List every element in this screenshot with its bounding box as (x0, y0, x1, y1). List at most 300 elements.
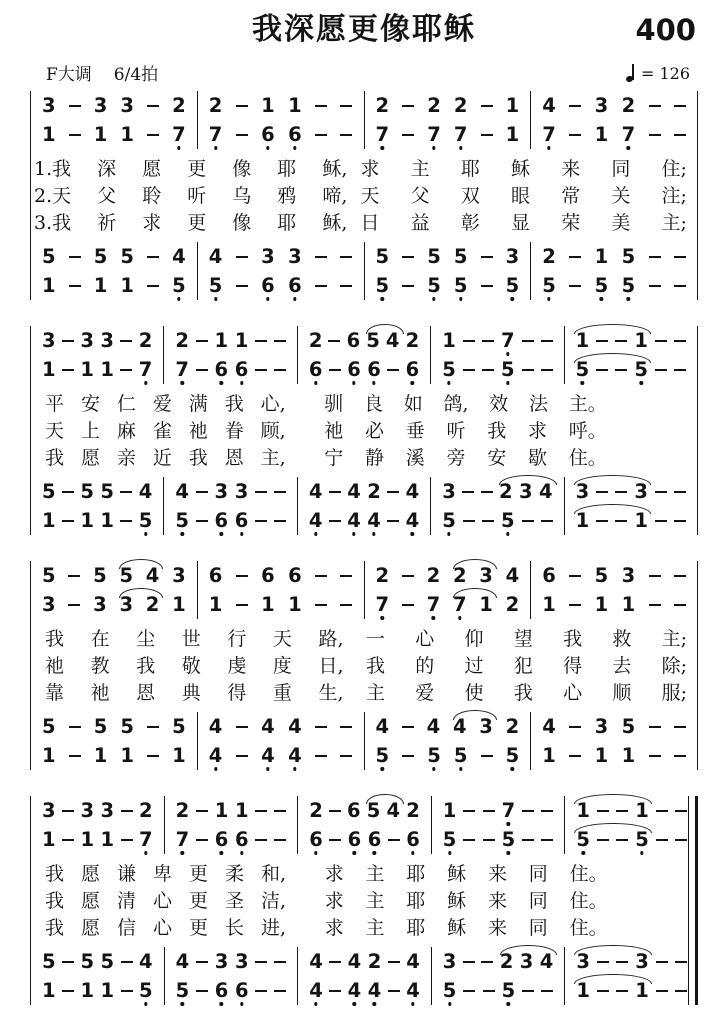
duration-dash (481, 285, 493, 288)
note-digit: 6 (208, 563, 223, 587)
note-digit: 3 (479, 714, 493, 738)
duration-dash (120, 340, 132, 343)
note-digit: 1 (100, 978, 115, 1002)
lyric-syllable: 祂 (324, 420, 344, 442)
duration-dash (120, 491, 132, 494)
lyric-syllable: 近 (152, 447, 172, 469)
lyric-syllable: 同 (528, 890, 548, 912)
lyric-syllable: 亲 (116, 447, 136, 469)
note-digit: 4 (505, 563, 520, 587)
lyric-syllable: 静 (365, 447, 385, 469)
lyric-line (45, 443, 687, 470)
lyric-syllable: 旁 (446, 447, 466, 469)
note-digit: 6 (234, 508, 249, 532)
time-signature: 6/4拍 (113, 65, 159, 85)
duration-dash (522, 520, 534, 523)
lyric-syllable: 主 (365, 890, 385, 912)
measure (565, 947, 698, 976)
measure (365, 561, 532, 590)
lyric-syllable: 谦 (117, 863, 137, 885)
duration-dash (596, 491, 608, 494)
lyric-line (45, 678, 687, 705)
note-digit: 2 (208, 93, 223, 117)
lyric-phrase-2 (366, 651, 687, 678)
lyric-line (45, 416, 687, 443)
lyric-syllable: 美 (611, 212, 631, 234)
lyric-syllable: 祈 (97, 212, 117, 234)
measure (165, 796, 299, 825)
lyric-phrase-2 (361, 154, 688, 181)
lyric-phrase-1 (45, 624, 344, 651)
duration-dash (315, 256, 327, 259)
note-digit: 5 (594, 273, 609, 297)
notation-system-2 (30, 326, 698, 535)
note-digit: 1 (172, 743, 186, 767)
duration-dash (541, 520, 553, 523)
note-digit: 2 (405, 328, 420, 352)
measure (31, 712, 198, 741)
duration-dash (463, 990, 475, 993)
duration-dash (569, 256, 581, 259)
note-digit: 5 (634, 357, 648, 381)
measure (565, 796, 698, 825)
lyric-syllable: 服; (661, 682, 687, 704)
duration-dash (328, 340, 340, 343)
final-double-barline (688, 796, 698, 1005)
note-digit: 6 (288, 273, 302, 297)
lyric-syllable: 路, (318, 628, 344, 650)
duration-dash (315, 726, 327, 729)
duration-dash (402, 134, 414, 137)
lyric-phrase-1 (34, 181, 347, 208)
lyric-phrase-2 (324, 443, 606, 470)
lyric-syllable: 望 (513, 628, 533, 650)
note-digit: 7 (172, 122, 186, 146)
note-digit: 6 (214, 978, 229, 1002)
lyric-syllable: 更 (187, 212, 207, 234)
note-digit: 4 (139, 949, 153, 973)
duration-dash (315, 134, 327, 137)
note-digit: 1 (634, 508, 648, 532)
soprano-line (31, 796, 698, 825)
lyric-syllable: 进, (261, 917, 287, 939)
duration-dash (541, 839, 553, 842)
note-digit: 2 (499, 479, 513, 503)
lyric-syllable: 同 (528, 863, 548, 885)
lyric-syllable: 祂 (90, 682, 110, 704)
lyric-syllable: 我 (45, 628, 65, 650)
note-digit: 7 (621, 122, 636, 146)
lyric-syllable: 得 (227, 682, 247, 704)
duration-dash (68, 604, 80, 607)
duration-dash (615, 491, 627, 494)
note-digit: 1 (442, 798, 457, 822)
note-digit: 3 (634, 479, 648, 503)
lyric-syllable: 圣 (225, 890, 245, 912)
lyric-syllable: 更 (187, 158, 207, 180)
duration-dash (274, 491, 286, 494)
note-digit: 4 (175, 479, 189, 503)
note-digit: 1 (479, 592, 493, 616)
duration-dash (340, 256, 352, 259)
duration-dash (656, 810, 668, 813)
duration-dash (463, 520, 475, 523)
duration-dash (596, 520, 608, 523)
lyric-syllable: 日, (318, 655, 344, 677)
measure (31, 796, 165, 825)
measure (365, 242, 532, 271)
lyric-phrase-1 (45, 913, 286, 940)
note-digit: 7 (501, 798, 516, 822)
duration-dash (340, 134, 352, 137)
lyric-syllable: 关 (611, 185, 631, 207)
duration-dash (340, 755, 352, 758)
duration-dash (147, 726, 159, 729)
duration-dash (387, 369, 399, 372)
lyric-syllable: 主。 (568, 393, 607, 415)
note-digit: 1 (576, 978, 590, 1002)
note-digit: 6 (309, 827, 323, 851)
page-title: 我深愿更像耶稣 (252, 12, 476, 47)
key-and-meter (46, 60, 158, 85)
lyric-phrase-2 (361, 181, 688, 208)
note-digit: 5 (80, 949, 95, 973)
duration-dash (649, 285, 661, 288)
duration-dash (402, 604, 414, 607)
measure (31, 242, 198, 271)
note-digit: 1 (42, 357, 56, 381)
duration-dash (402, 256, 414, 259)
note-digit: 3 (234, 479, 249, 503)
duration-dash (541, 990, 553, 993)
tenor-line (31, 242, 697, 271)
note-digit: 5 (505, 743, 520, 767)
note-digit: 7 (175, 827, 190, 851)
note-digit: 6 (214, 357, 229, 381)
duration-dash (483, 990, 495, 993)
measure (298, 506, 431, 535)
lyric-syllable: 我 (136, 655, 156, 677)
lyric-syllable: 益 (410, 212, 430, 234)
note-digit: 4 (261, 743, 275, 767)
lyric-syllable: 洁, (261, 890, 287, 912)
note-digit: 5 (576, 827, 590, 851)
lyric-phrase-1 (45, 859, 286, 886)
lyric-syllable: 世 (181, 628, 201, 650)
duration-dash (196, 961, 208, 964)
lyric-syllable: 得 (563, 655, 583, 677)
lyric-syllable: 我 (45, 447, 65, 469)
duration-dash (649, 755, 661, 758)
lyric-syllable: 啼, (322, 185, 348, 207)
duration-dash (274, 961, 286, 964)
duration-dash (597, 810, 609, 813)
note-digit: 5 (119, 563, 134, 587)
duration-dash (481, 755, 493, 758)
duration-dash (236, 726, 248, 729)
page-header (30, 8, 698, 52)
note-digit: 6 (214, 508, 229, 532)
measure (431, 506, 564, 535)
note-digit: 4 (367, 508, 381, 532)
duration-dash (69, 105, 81, 108)
duration-dash (236, 604, 248, 607)
measure (365, 271, 532, 300)
duration-dash (649, 105, 661, 108)
lyric-syllable: 眼 (511, 185, 531, 207)
lyric-syllable: 耶 (406, 917, 426, 939)
duration-dash (569, 575, 581, 578)
note-digit: 6 (542, 563, 556, 587)
note-digit: 5 (453, 273, 468, 297)
lyric-syllable: 平 (45, 393, 65, 415)
note-digit: 5 (621, 273, 636, 297)
lyric-syllable: 祂 (45, 655, 65, 677)
lyric-syllable: 信 (117, 917, 137, 939)
lyric-syllable: 求 (527, 420, 547, 442)
lyric-syllable: 更 (189, 890, 209, 912)
lyric-syllable: 日 (360, 212, 380, 234)
lyric-syllable: 必 (365, 420, 385, 442)
note-digit: 1 (635, 978, 649, 1002)
duration-dash (62, 520, 74, 523)
duration-dash (274, 810, 286, 813)
duration-dash (674, 340, 686, 343)
duration-dash (62, 990, 74, 993)
note-digit: 1 (214, 798, 229, 822)
lyric-syllable: 靠 (45, 682, 65, 704)
duration-dash (196, 810, 208, 813)
note-digit: 1 (288, 93, 302, 117)
duration-dash (483, 810, 495, 813)
note-digit: 1 (120, 273, 134, 297)
duration-dash (120, 520, 132, 523)
duration-dash (236, 755, 248, 758)
lyric-syllable: 心, (260, 393, 286, 415)
note-digit: 1 (42, 743, 56, 767)
lyric-phrase-1 (45, 416, 286, 443)
lyric-phrase-2 (324, 389, 606, 416)
duration-dash (463, 810, 475, 813)
duration-dash (674, 369, 686, 372)
note-digit: 3 (80, 798, 95, 822)
note-digit: 5 (120, 714, 134, 738)
duration-dash (329, 369, 341, 372)
note-digit: 6 (288, 122, 302, 146)
note-digit: 1 (634, 328, 648, 352)
note-digit: 5 (500, 508, 515, 532)
duration-dash (402, 726, 414, 729)
note-digit: 5 (175, 508, 189, 532)
lyric-syllable: 如 (403, 393, 423, 415)
measure (298, 796, 432, 825)
duration-dash (329, 491, 341, 494)
duration-dash (274, 520, 286, 523)
note-digit: 1 (172, 592, 186, 616)
note-digit: 2 (542, 244, 556, 268)
lyric-syllable: 主 (410, 158, 430, 180)
duration-dash (196, 491, 208, 494)
duration-dash (315, 604, 327, 607)
duration-dash (463, 340, 475, 343)
lyric-syllable: 我 (563, 628, 583, 650)
duration-dash (315, 755, 327, 758)
note-digit: 5 (442, 357, 456, 381)
duration-dash (402, 105, 414, 108)
note-digit: 4 (542, 93, 556, 117)
measure (531, 91, 697, 120)
note-digit: 7 (175, 357, 189, 381)
lyric-syllable: 主 (365, 863, 385, 885)
duration-dash (121, 810, 133, 813)
note-digit: 3 (42, 93, 56, 117)
note-digit: 3 (442, 949, 457, 973)
note-digit: 4 (347, 479, 361, 503)
note-digit: 3 (214, 479, 229, 503)
tenor-line (31, 947, 698, 976)
measure (365, 590, 532, 619)
note-digit: 6 (235, 827, 249, 851)
lyric-syllable: 典 (181, 682, 201, 704)
note-digit: 1 (621, 592, 636, 616)
note-digit: 4 (375, 714, 390, 738)
lyric-syllable: 愿 (81, 863, 101, 885)
measure (164, 506, 297, 535)
note-digit: 6 (406, 827, 420, 851)
lyric-syllable: 鸽, (443, 393, 469, 415)
note-digit: 5 (93, 244, 108, 268)
lyric-syllable: 耶 (277, 212, 297, 234)
lyric-syllable: 1.我 (34, 158, 72, 180)
note-digit: 2 (427, 93, 441, 117)
note-digit: 1 (594, 592, 609, 616)
lyric-syllable: 2.天 (34, 185, 72, 207)
duration-dash (62, 839, 74, 842)
note-digit: 3 (442, 479, 456, 503)
duration-dash (340, 726, 352, 729)
soprano-line (31, 91, 697, 120)
duration-dash (569, 105, 581, 108)
lyric-syllable: 行 (227, 628, 247, 650)
measure (165, 825, 299, 854)
lyric-syllable: 我 (188, 447, 208, 469)
duration-dash (655, 369, 667, 372)
note-digit: 5 (453, 244, 468, 268)
measure (198, 741, 365, 770)
measure (31, 561, 198, 590)
measure (531, 242, 697, 271)
note-digit: 4 (288, 743, 302, 767)
lyric-syllable: 使 (464, 682, 484, 704)
duration-dash (255, 810, 267, 813)
duration-dash (340, 285, 352, 288)
duration-dash (402, 755, 414, 758)
note-digit: 1 (288, 592, 302, 616)
measure (531, 712, 697, 741)
note-digit: 5 (93, 714, 108, 738)
measure (565, 355, 697, 384)
lyric-syllable: 愿 (81, 917, 101, 939)
lyric-syllable: 爱 (415, 682, 435, 704)
note-digit: 3 (120, 93, 134, 117)
lyric-syllable: 父 (97, 185, 117, 207)
duration-dash (255, 961, 267, 964)
lyric-syllable: 救 (612, 628, 632, 650)
hymn-number: 400 (635, 13, 696, 47)
note-digit: 5 (175, 978, 190, 1002)
duration-dash (62, 491, 74, 494)
duration-dash (147, 256, 159, 259)
note-digit: 4 (406, 949, 420, 973)
lyric-syllable: 稣 (447, 890, 467, 912)
lyric-syllable: 呼。 (568, 420, 607, 442)
duration-dash (69, 134, 81, 137)
duration-dash (402, 285, 414, 288)
lyric-syllable: 像 (232, 158, 252, 180)
note-digit: 3 (93, 592, 107, 616)
lyric-syllable: 来 (561, 158, 581, 180)
lyric-syllable: 恩 (224, 447, 244, 469)
duration-dash (255, 839, 267, 842)
duration-dash (68, 575, 80, 578)
lyric-syllable: 3.我 (34, 212, 72, 234)
lyric-syllable: 稣 (447, 863, 467, 885)
note-digit: 5 (621, 244, 636, 268)
duration-dash (315, 105, 327, 108)
lyric-syllable: 父 (410, 185, 430, 207)
measure (531, 590, 697, 619)
note-digit: 7 (500, 328, 515, 352)
note-digit: 2 (145, 592, 160, 616)
tempo-value: = 126 (640, 63, 690, 83)
note-digit: 1 (120, 122, 134, 146)
note-digit: 1 (42, 508, 56, 532)
lyric-syllable: 注; (661, 185, 687, 207)
duration-dash (674, 256, 686, 259)
note-digit: 5 (100, 949, 115, 973)
lyric-syllable: 垂 (405, 420, 425, 442)
duration-dash (255, 990, 267, 993)
note-digit: 4 (309, 978, 323, 1002)
duration-dash (674, 105, 686, 108)
note-digit: 1 (80, 357, 94, 381)
note-digit: 1 (80, 978, 95, 1002)
measure (198, 120, 365, 149)
lyric-syllable: 耶 (277, 158, 297, 180)
duration-dash (522, 340, 534, 343)
measure (198, 242, 365, 271)
lyric-syllable: 耶 (406, 890, 426, 912)
measure (165, 976, 299, 1005)
duration-dash (196, 990, 208, 993)
note-digit: 5 (100, 479, 114, 503)
lyric-syllable: 天 (272, 628, 292, 650)
lyric-phrase-1 (45, 443, 286, 470)
duration-dash (616, 810, 628, 813)
tenor-line (31, 712, 697, 741)
lyric-syllable: 主 (365, 917, 385, 939)
duration-dash (387, 520, 399, 523)
duration-dash (481, 491, 493, 494)
note-digit: 6 (308, 357, 323, 381)
note-digit: 2 (452, 563, 467, 587)
duration-dash (481, 105, 493, 108)
note-digit: 5 (366, 798, 381, 822)
notation-system-4 (30, 796, 698, 1005)
note-digit: 3 (635, 949, 649, 973)
note-digit: 4 (208, 743, 223, 767)
lyric-syllable: 主 (366, 682, 386, 704)
